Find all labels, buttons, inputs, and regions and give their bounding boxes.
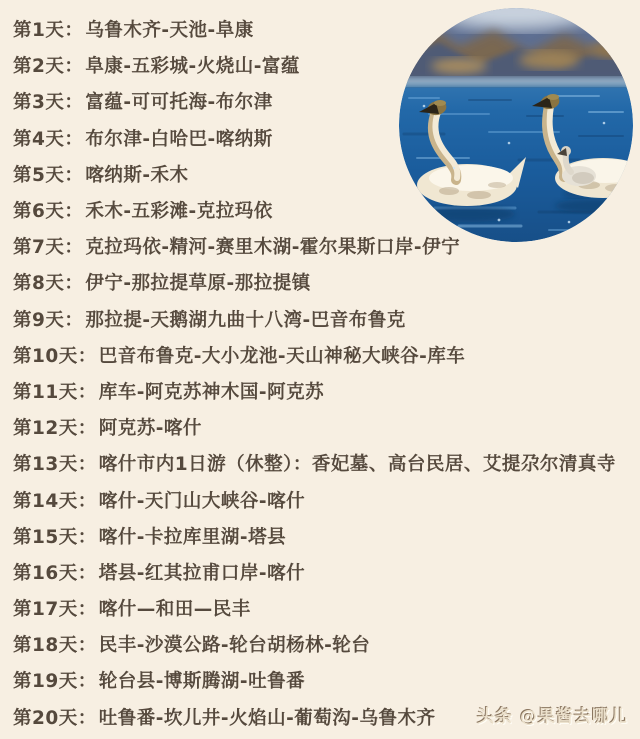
- day-route: 喀什市内1日游（休整）：香妃墓、高台民居、艾提尕尔清真寺: [98, 454, 616, 476]
- day-route: 塔县-红其拉甫口岸-喀什: [98, 562, 306, 584]
- day-label: 第5天：: [13, 164, 84, 186]
- itinerary-row: [13, 590, 640, 626]
- day-label: 第17天：: [13, 599, 97, 621]
- day-route: 布尔津-白哈巴-喀纳斯: [85, 128, 273, 150]
- itinerary-row: [13, 626, 640, 662]
- itinerary-row: [13, 373, 640, 409]
- day-route: 民丰-沙漠公路-轮台胡杨林-轮台: [98, 635, 371, 657]
- day-route: 阿克苏-喀什: [98, 418, 202, 440]
- day-label: 第6天：: [13, 201, 84, 223]
- day-route: 阜康-五彩城-火烧山-富蕴: [85, 56, 300, 78]
- day-route: 克拉玛依-精河-赛里木湖-霍尔果斯口岸-伊宁: [85, 237, 461, 259]
- day-route: 喀纳斯-禾木: [85, 164, 189, 186]
- day-route: 乌鲁木齐-天池-阜康: [85, 20, 254, 42]
- itinerary-row: [13, 337, 640, 373]
- day-label: 第15天：: [13, 526, 97, 548]
- day-label: 第4天：: [13, 128, 84, 150]
- day-label: 第7天：: [13, 237, 84, 259]
- day-label: 第11天：: [13, 381, 97, 403]
- itinerary-row: [13, 301, 640, 337]
- day-label: 第10天：: [13, 345, 97, 367]
- day-label: 第8天：: [13, 273, 84, 295]
- day-label: 第12天：: [13, 418, 97, 440]
- day-label: 第1天：: [13, 20, 84, 42]
- day-label: 第20天：: [13, 707, 97, 729]
- day-route: 喀什—和田—民丰: [98, 599, 251, 621]
- swans-photo: [399, 8, 633, 242]
- day-label: 第2天：: [13, 56, 84, 78]
- day-label: 第16天：: [13, 562, 97, 584]
- day-label: 第14天：: [13, 490, 97, 512]
- itinerary-row: [13, 481, 640, 517]
- day-label: 第9天：: [13, 309, 84, 331]
- day-label: 第19天：: [13, 671, 97, 693]
- day-route: 吐鲁番-坎儿井-火焰山-葡萄沟-乌鲁木齐: [98, 707, 436, 729]
- itinerary-row: [13, 662, 640, 698]
- day-route: 库车-阿克苏神木国-阿克苏: [98, 381, 325, 403]
- day-route: 那拉提-天鹅湖九曲十八湾-巴音布鲁克: [85, 309, 406, 331]
- day-label: 第18天：: [13, 635, 97, 657]
- itinerary-row: [13, 445, 640, 481]
- day-route: 喀什-天门山大峡谷-喀什: [98, 490, 306, 512]
- itinerary-row: [13, 554, 640, 590]
- day-route: 巴音布鲁克-大小龙池-天山神秘大峡谷-库车: [98, 345, 466, 367]
- day-route: 轮台县-博斯腾湖-吐鲁番: [98, 671, 306, 693]
- day-label: 第3天：: [13, 92, 84, 114]
- day-label: 第13天：: [13, 454, 97, 476]
- day-route: 伊宁-那拉提草原-那拉提镇: [85, 273, 311, 295]
- itinerary-row: [13, 518, 640, 554]
- itinerary-row: [13, 264, 640, 300]
- itinerary-row: [13, 409, 640, 445]
- day-route: 禾木-五彩滩-克拉玛依: [85, 201, 273, 223]
- day-route: 富蕴-可可托海-布尔津: [85, 92, 273, 114]
- swans-on-lake-photo-icon: [399, 8, 633, 242]
- watermark: 头条 @果酱去哪儿: [477, 707, 628, 727]
- day-route: 喀什-卡拉库里湖-塔县: [98, 526, 287, 548]
